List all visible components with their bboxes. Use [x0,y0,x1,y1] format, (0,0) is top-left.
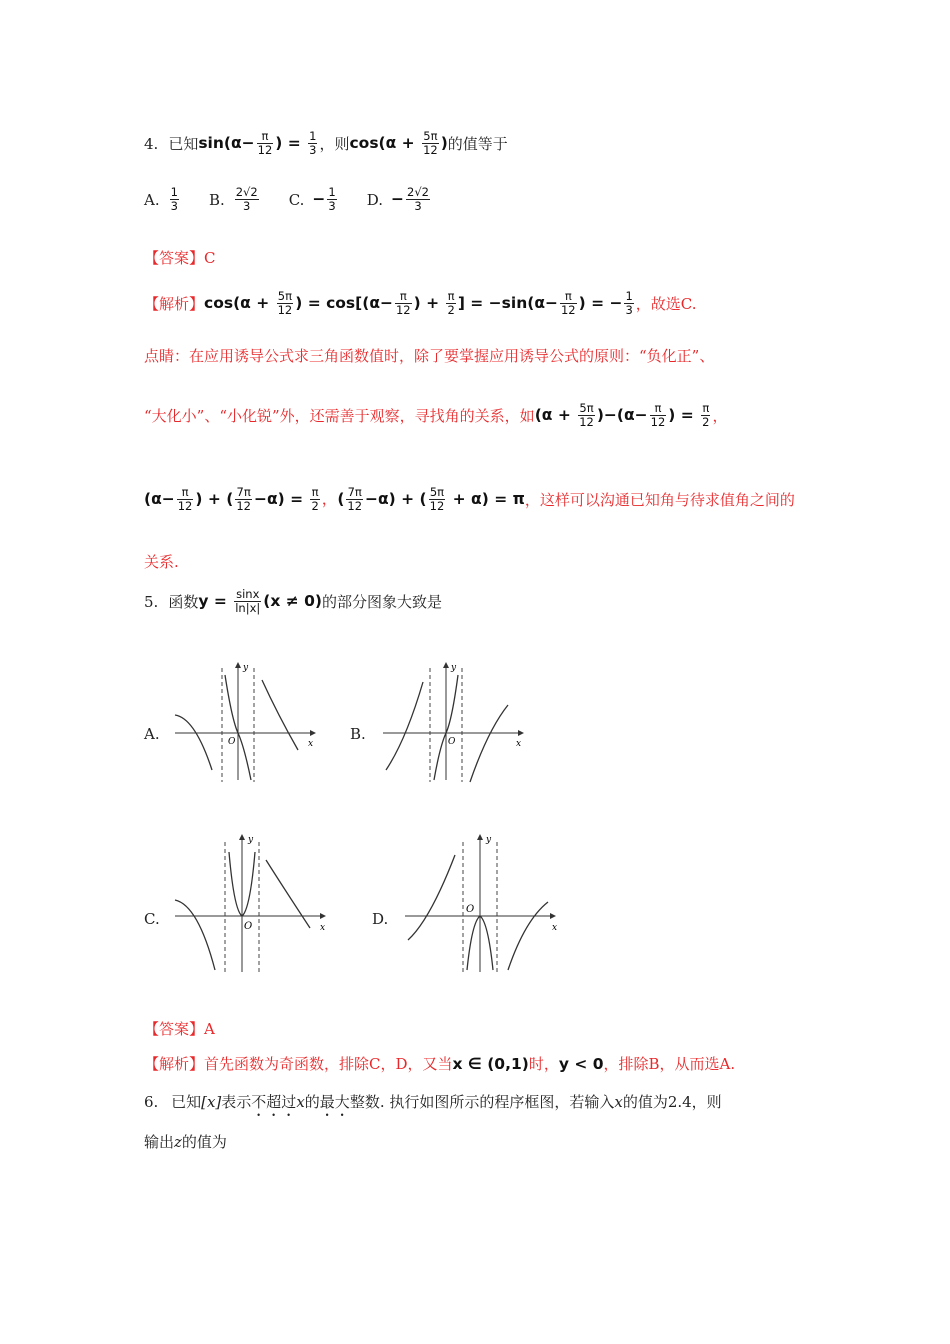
x-label: x [320,923,326,933]
q4-answer-value: C [204,249,216,267]
q4-analysis-tag: 【解析】 [144,294,205,313]
q4-option-a-value: $\frac{1}{3}$ [170,185,178,213]
x-label: x [552,923,558,933]
curve-left [175,900,215,970]
q4-lead: 已知 [168,134,199,153]
q6-text-d: 整数. 执行如图所示的程序框图，若输入 [349,1093,615,1111]
q4-option-b: B. [208,190,225,209]
q4-answer-tag: 【答案】 [144,249,205,267]
q5-option-d-label: D. [372,910,389,928]
origin-label: O [448,737,456,747]
q4-stem [144,130,508,157]
q5-tail: 的部分图象大致是 [322,592,443,611]
q5-graph-a [170,660,320,785]
q4-note-line3-expr: (α− $\frac{\pi}{12}$ ) + ( $\frac{7\pi}{12}$ −α) = $\frac{\pi}{2}$ ，( $\frac{7\pi}{12}$ −α) + ( $\frac{5\pi}{12}$ + α) = π [144,485,525,513]
q4-analysis-expr: cos(α + $\frac{5\pi}{12}$ ) = cos[(α− $\frac{\pi}{12}$ ) + $\frac{\pi}{2}$ ] = −sin(α− $\frac{\pi}{12}$ ) = − $\frac{1}{3}$ [204,289,633,317]
q6-var-x: x [296,1093,305,1111]
q5-analysis-text1: 首先函数为奇函数，排除C，D，又当 [204,1055,453,1073]
q4-option-d-value: − $\frac{2√2}{3}$ [391,185,429,213]
q4-options [144,186,432,213]
curve-left [408,855,455,940]
q5-analysis-tag: 【解析】 [144,1055,205,1073]
q4-answer [144,248,216,268]
q5-lead: 函数 [168,592,199,611]
q4-note-line2-expr: (α + $\frac{5\pi}{12}$ )−(α− $\frac{\pi}{12}$ ) = $\frac{\pi}{2}$ [534,401,710,429]
q5-answer [144,1019,215,1039]
q5-graph-b [378,660,528,785]
q6-emph-max: 最大 [319,1093,350,1111]
q5-analysis [144,1054,735,1074]
q5-expr: y = $\frac{\sin x}{\ln|x|}$ (x ≠ 0) [198,587,322,615]
q4-option-a: A. [144,190,160,209]
q4-option-d: D. [366,190,384,209]
x-label: x [308,739,314,749]
q4-option-c: C. [288,190,305,209]
q4-note-line3b: ，这样可以沟通已知角与待求值角之间的 [524,490,795,509]
q6-number: 6. [144,1093,159,1111]
q5-answer-tag: 【答案】 [144,1020,205,1038]
y-arrow-icon [477,834,483,840]
q4-analysis [144,290,697,317]
q6-line1 [144,1092,722,1120]
q4-note-line2a: “大化小”、“小化锐”外，还需善于观察，寻找角的关系，如 [144,406,535,425]
q6-text-c: 的 [304,1093,320,1111]
curve-left [175,715,212,770]
q5-option-a-label: A. [144,725,160,743]
q5-stem [144,588,442,615]
q4-number: 4. [144,134,159,153]
q5-analysis-expr2: y < 0 [558,1055,604,1073]
x-label: x [516,739,522,749]
y-label: y [451,663,457,673]
q5-analysis-text2: 时， [528,1055,559,1073]
q4-analysis-tail: ，故选C. [635,294,697,313]
q6-text-a: 已知 [171,1093,202,1111]
curve-right [266,860,310,928]
q6-var-x2: x [614,1093,623,1111]
q6-var-z: z [174,1133,182,1151]
q4-mid: ，则 [319,134,350,153]
q4-note-line1: 点睛：在应用诱导公式求三角函数值时，除了要掌握应用诱导公式的原则：“负化正”、 [144,347,715,365]
q4-target-expr: cos(α + $\frac{5\pi}{12}$ ) [349,129,448,157]
q5-graph-d [400,830,565,975]
q6-line2 [144,1132,227,1152]
q6-text-b: 表示 [221,1093,252,1111]
x-arrow-icon [518,730,524,736]
x-arrow-icon [550,913,556,919]
curve-left [386,682,423,770]
q4-note-line2 [144,402,728,429]
q5-option-b-label: B. [350,725,366,743]
y-label: y [248,835,254,845]
curve-right [470,705,508,782]
q5-analysis-expr1: x ∈ (0,1) [452,1055,529,1073]
y-arrow-icon [239,834,245,840]
q4-note-line4: 关系. [144,553,179,571]
q5-answer-value: A [204,1020,215,1038]
x-arrow-icon [320,913,326,919]
q6-emph-not-exceed: 不超过 [251,1093,297,1111]
y-arrow-icon [235,662,241,668]
origin-label: O [244,921,253,932]
y-arrow-icon [443,662,449,668]
y-label: y [486,835,492,845]
q6-text-e: 的值为2.4，则 [622,1093,722,1111]
q4-tail: 的值等于 [447,134,508,153]
x-arrow-icon [310,730,316,736]
q5-graph-c [170,830,335,975]
q4-note-line3 [144,486,795,513]
origin-label: O [466,904,475,915]
q6-line2-a: 输出 [144,1133,175,1151]
q4-note-line2b: ， [712,406,728,425]
y-label: y [243,663,249,673]
q5-number: 5. [144,592,159,611]
curve-right [262,680,298,750]
curve-right [508,902,548,970]
origin-label: O [228,737,236,747]
q6-floor: [x] [201,1093,222,1111]
q4-option-c-value: − $\frac{1}{3}$ [312,185,336,213]
q5-analysis-text3: ，排除B，从而选A. [603,1055,736,1073]
q5-option-c-label: C. [144,910,160,928]
q6-line2-b: 的值为 [181,1133,227,1151]
q4-option-b-value: $\frac{2√2}{3}$ [235,185,258,213]
q4-given-expr: sin(α− $\frac{\pi}{12}$ ) = $\frac{1}{3}$ [198,129,317,157]
